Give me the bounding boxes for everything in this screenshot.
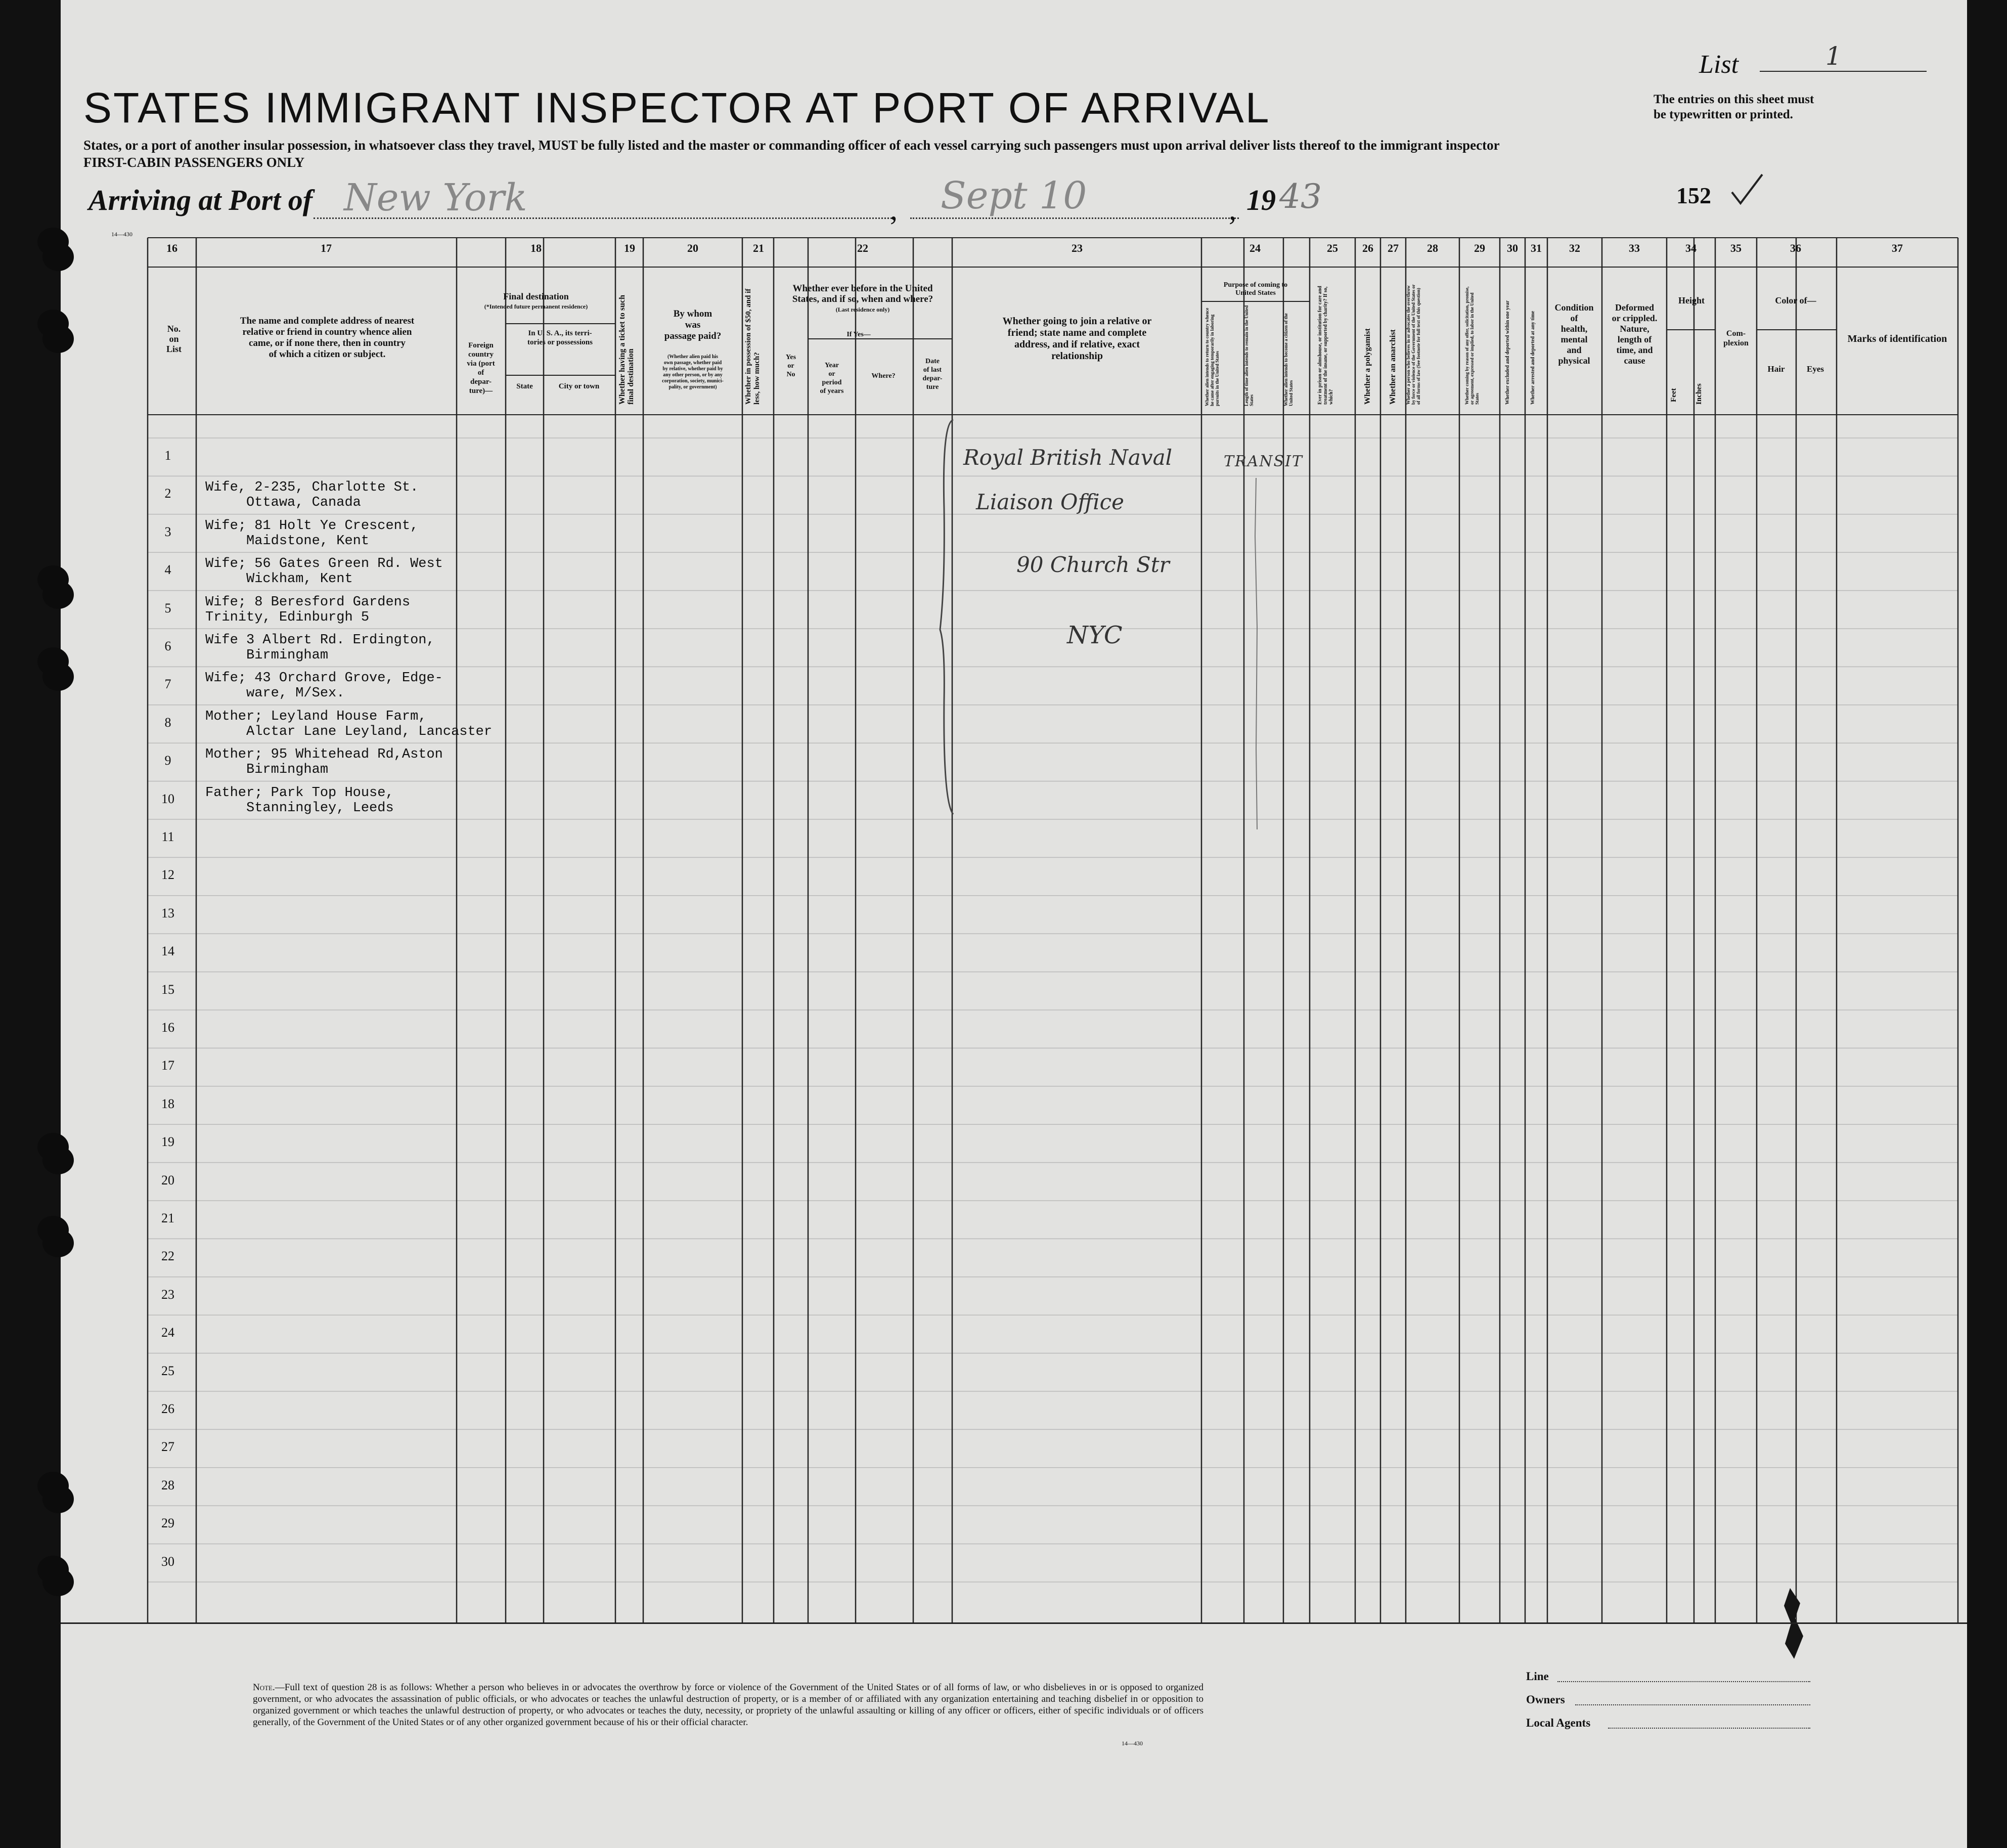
manifest-sheet bbox=[61, 0, 1967, 1848]
column-number: 37 bbox=[1892, 242, 1903, 254]
column-number: 21 bbox=[753, 242, 764, 254]
header-col-16: No. on List bbox=[166, 324, 182, 354]
header-col-18-state: State bbox=[516, 382, 533, 390]
header-col-30: Whether excluded and deported within one year bbox=[1505, 300, 1510, 405]
row-address: Mother; 95 Whitehead Rd,Aston Birmingham bbox=[205, 747, 443, 778]
header-col-36-eyes: Eyes bbox=[1807, 364, 1824, 374]
header-col-34-inches: Inches bbox=[1695, 383, 1703, 405]
column-number: 17 bbox=[321, 242, 332, 254]
header-col-29: Whether coming by reason of any offer, solicitation, promise, or agreement, expressed or implied, to labor in the United States bbox=[1464, 286, 1480, 405]
header-col-25: Ever in prison or almshouse, or institution for care and treatment of the insane, or supported by charity? If so, which? bbox=[1317, 286, 1334, 405]
punch-hole bbox=[42, 663, 74, 691]
row-number: 27 bbox=[161, 1439, 174, 1455]
relative-line-4: NYC bbox=[1067, 621, 1123, 649]
column-number: 33 bbox=[1629, 242, 1640, 254]
punch-hole bbox=[42, 325, 74, 353]
owners-rule bbox=[1575, 1704, 1810, 1705]
column-number: 27 bbox=[1388, 242, 1399, 254]
relative-line-2: Liaison Office bbox=[976, 490, 1125, 514]
column-number: 34 bbox=[1685, 242, 1697, 254]
row-number: 2 bbox=[164, 486, 171, 501]
column-number: 35 bbox=[1730, 242, 1742, 254]
row-address: Wife 3 Albert Rd. Erdington, Birmingham bbox=[205, 633, 435, 663]
relative-line-3: 90 Church Str bbox=[1016, 552, 1170, 577]
header-col-24-a: Whether alien intends to return to country whence he came after engaging temporarily in laboring pursuits in the United States bbox=[1205, 307, 1220, 406]
column-number: 23 bbox=[1072, 242, 1083, 254]
header-col-36-title: Color of— bbox=[1775, 295, 1816, 305]
instruction-text: States, or a port of another insular possession, in whatsoever class they travel, MUST be fully listed and the master or commanding officer of each vessel carrying such passengers must upon arrival deliver lists thereof to the immigrant inspector bbox=[83, 138, 1500, 153]
header-col-31: Whether arrested and deported at any time bbox=[1530, 311, 1536, 405]
row-number: 6 bbox=[164, 639, 171, 653]
header-col-20-sub: (Whether alien paid his own passage, whether paid by relative, whether paid by any other person, or by any corporation, society, munici- pality, or government) bbox=[662, 354, 724, 390]
row-number: 14 bbox=[161, 944, 174, 959]
row-number: 3 bbox=[164, 524, 171, 539]
column-number: 29 bbox=[1474, 242, 1485, 254]
row-number: 10 bbox=[161, 791, 174, 806]
header-col-35: Com- plexion bbox=[1723, 329, 1749, 347]
year-prefix: 19 bbox=[1246, 184, 1276, 216]
column-number: 26 bbox=[1362, 242, 1373, 254]
row-address: Wife; 43 Orchard Grove, Edge- ware, M/Sex. bbox=[205, 671, 443, 701]
bracket-icon bbox=[938, 417, 958, 817]
row-number: 8 bbox=[164, 715, 171, 730]
punch-hole bbox=[42, 1568, 74, 1596]
agents-label: Local Agents bbox=[1526, 1717, 1591, 1729]
port-value: New York bbox=[344, 176, 527, 219]
row-number: 24 bbox=[161, 1325, 174, 1340]
row-number: 21 bbox=[161, 1211, 174, 1225]
column-number: 20 bbox=[687, 242, 698, 254]
arriving-label: Arriving at Port of bbox=[88, 184, 313, 216]
row-number: 13 bbox=[161, 905, 174, 920]
header-col-33: Deformed or crippled. Nature, length of time, and cause bbox=[1612, 302, 1658, 366]
footnote: Note.—Full text of question 28 is as follows: Whether a person who believes in or advocates the overthrow by force or violence of the Government of the United States or of all forms of law, or who disbelieves in or is opposed to organized government, or who advocates the assassination of public officials, or who advocates or teaches the unlawful destruction of property, or is a member of or affiliated with any organization entertaining and teaching disbelief in or opposition to organized government or which teaches the unlawful destruction of property, or who advocates or teaches the duty, necessity, or propriety of the unlawful assaulting or killing of any officer or officers, either of specific individuals or of officers generally, of the Government of the United States or of any other organized government because of his or their official character. bbox=[253, 1682, 1203, 1728]
punch-hole bbox=[42, 243, 74, 271]
column-number: 24 bbox=[1250, 242, 1261, 254]
list-label: List bbox=[1699, 50, 1739, 79]
row-number: 1 bbox=[164, 448, 171, 463]
row-number: 5 bbox=[164, 600, 171, 615]
row-number: 25 bbox=[161, 1363, 174, 1378]
header-col-22-title: Whether ever before in the United States, and if so, when and where? (Last residence only) bbox=[792, 283, 933, 313]
column-number: 22 bbox=[857, 242, 868, 254]
header-col-36-hair: Hair bbox=[1767, 364, 1785, 374]
form-number-bottom: 14—430 bbox=[1122, 1740, 1143, 1747]
row-address: Wife, 2-235, Charlotte St. Ottawa, Canada bbox=[205, 480, 419, 511]
row-number: 20 bbox=[161, 1172, 174, 1187]
punch-hole bbox=[42, 1229, 74, 1257]
row-address: Wife; 8 Beresford Gardens Trinity, Edinburgh 5 bbox=[205, 594, 411, 625]
row-address: Wife; 56 Gates Green Rd. West Wickham, Kent bbox=[205, 556, 443, 587]
row-number: 23 bbox=[161, 1287, 174, 1302]
header-col-17: The name and complete address of nearest relative or friend in country whence alien came, or if none there, then in country of which a citizen or subject. bbox=[240, 316, 415, 360]
year-value: 43 bbox=[1279, 177, 1322, 216]
row-number: 30 bbox=[161, 1554, 174, 1569]
header-col-18-city: City or town bbox=[558, 382, 600, 390]
typewritten-note: The entries on this sheet must be typewritten or printed. bbox=[1654, 93, 1814, 121]
row-number: 11 bbox=[161, 829, 174, 844]
header-col-22-year: Year or period of years bbox=[820, 362, 844, 395]
header-col-22-date: Date of last depar- ture bbox=[922, 358, 943, 391]
date-value: Sept 10 bbox=[941, 174, 1087, 217]
row-number: 26 bbox=[161, 1401, 174, 1416]
punch-hole bbox=[42, 1485, 74, 1513]
header-col-27: Whether an anarchist bbox=[1389, 329, 1397, 405]
column-number: 31 bbox=[1531, 242, 1542, 254]
header-col-21: Whether in possession of $50, and if less, how much? bbox=[744, 288, 761, 405]
column-number: 18 bbox=[530, 242, 542, 254]
column-number: 19 bbox=[624, 242, 635, 254]
header-col-34-title: Height bbox=[1678, 295, 1705, 305]
purpose-transit: TRANSIT bbox=[1224, 453, 1303, 470]
row-number: 17 bbox=[161, 1058, 174, 1073]
row-number: 29 bbox=[161, 1516, 174, 1531]
comma-2: , bbox=[1229, 193, 1236, 226]
row-address: Father; Park Top House, Stanningley, Leeds bbox=[205, 785, 394, 816]
row-number: 19 bbox=[161, 1134, 174, 1150]
row-number: 16 bbox=[161, 1020, 174, 1035]
punch-hole bbox=[42, 1146, 74, 1174]
ditto-line-icon bbox=[1249, 475, 1264, 840]
header-col-26: Whether a polygamist bbox=[1363, 328, 1372, 405]
row-number: 18 bbox=[161, 1096, 174, 1111]
header-col-24-b: Length of time alien intends to remain in the United States bbox=[1244, 305, 1254, 406]
header-col-22-yes-no: Yes or No bbox=[785, 354, 796, 378]
header-col-18-title: Final destination (*Intended future permanent residence) bbox=[484, 291, 588, 310]
footer-rule bbox=[61, 1622, 1967, 1624]
header-col-22-if-yes: If Yes— bbox=[846, 331, 871, 338]
line-label: Line bbox=[1526, 1670, 1549, 1683]
header-col-22-where: Where? bbox=[871, 372, 896, 380]
manifest-grid bbox=[61, 0, 1967, 1848]
relative-line-1: Royal British Naval bbox=[963, 445, 1173, 470]
column-number: 16 bbox=[166, 242, 177, 254]
header-col-23: Whether going to join a relative or friend; state name and complete address, and if relative, exact relationship bbox=[1002, 316, 1152, 362]
column-number: 30 bbox=[1507, 242, 1518, 254]
row-number: 22 bbox=[161, 1249, 174, 1264]
header-col-19: Whether having a ticket to such final destination bbox=[618, 294, 635, 405]
line-rule bbox=[1557, 1681, 1810, 1682]
row-number: 15 bbox=[161, 982, 174, 997]
row-number: 9 bbox=[164, 753, 171, 768]
agents-rule bbox=[1608, 1728, 1810, 1729]
owners-label: Owners bbox=[1526, 1693, 1565, 1706]
header-col-18-usa: In U. S. A., its terri- tories or possessions bbox=[527, 329, 593, 346]
row-lines bbox=[148, 438, 1958, 1582]
header-col-28: Whether a person who believes in or advocates the overthrow by force or violence of the Government of the United States or of all forms of law (See footnote for full text of this question) bbox=[1406, 284, 1421, 405]
row-address: Mother; Leyland House Farm, Alctar Lane Leyland, Lancaster bbox=[205, 709, 493, 739]
row-address: Wife; 81 Holt Ye Crescent, Maidstone, Kent bbox=[205, 518, 419, 549]
column-number: 28 bbox=[1427, 242, 1438, 254]
column-number: 36 bbox=[1790, 242, 1801, 254]
column-number: 32 bbox=[1569, 242, 1580, 254]
header-col-24-title: Purpose of coming to United States bbox=[1223, 281, 1288, 297]
header-col-37: Marks of identification bbox=[1847, 333, 1947, 344]
form-title: STATES IMMIGRANT INSPECTOR AT PORT OF ARRIVAL bbox=[83, 84, 1271, 131]
header-col-24-c: Whether alien intends to become a citizen of the United States bbox=[1283, 313, 1294, 406]
row-number: 12 bbox=[161, 867, 174, 883]
row-number: 7 bbox=[164, 677, 171, 692]
form-number-top: 14—430 bbox=[111, 231, 132, 238]
row-number: 28 bbox=[161, 1477, 174, 1492]
header-col-32: Condition of health, mental and physical bbox=[1554, 302, 1594, 366]
header-col-34-feet: Feet bbox=[1670, 388, 1678, 402]
class-line: FIRST-CABIN PASSENGERS ONLY bbox=[83, 155, 305, 170]
comma-1: , bbox=[890, 193, 898, 226]
sheet-number: 152 bbox=[1676, 183, 1711, 208]
list-number: 1 bbox=[1825, 41, 1842, 71]
header-col-20: By whom was passage paid? bbox=[664, 309, 722, 341]
header-col-18-foreign: Foreign country via (port of depar- ture)— bbox=[467, 341, 495, 395]
row-number: 4 bbox=[164, 562, 171, 578]
column-number: 25 bbox=[1327, 242, 1338, 254]
punch-hole bbox=[42, 581, 74, 609]
